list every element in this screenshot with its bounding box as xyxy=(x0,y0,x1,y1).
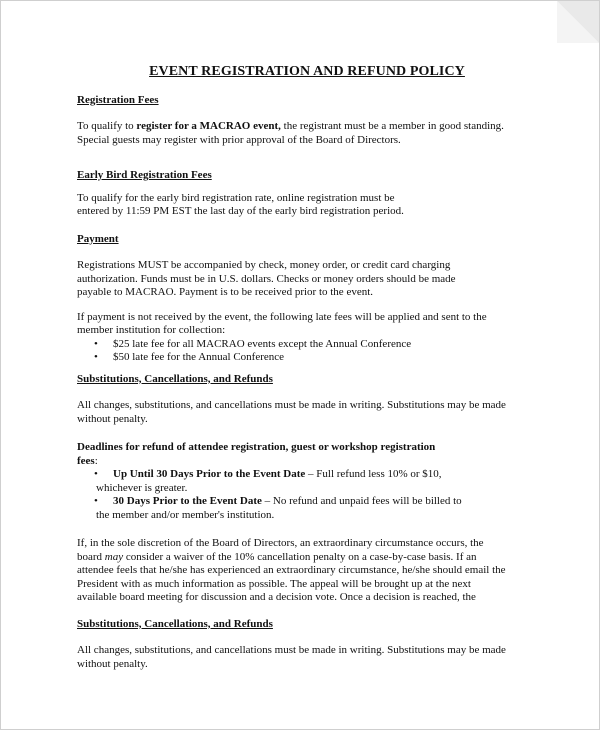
discretion-line-3: attendee feels that he/she has experienced an extraordinary circumstance, he/she should email the xyxy=(77,564,506,576)
registration-fees-text-a: To qualify to xyxy=(77,120,137,132)
early-bird-text xyxy=(77,192,537,219)
refund-deadline-list-2 xyxy=(77,495,537,509)
discretion-line-2-a: board xyxy=(77,550,105,563)
substitutions-repeat-text xyxy=(77,644,537,671)
deadlines-heading-fees: fees xyxy=(77,454,95,467)
list-item: • $25 late fee for all MACRAO events except the Annual Conference xyxy=(94,338,537,352)
discretion-paragraph xyxy=(77,537,537,605)
early-bird-line-2: entered by 11:59 PM EST the last day of the early bird registration period. xyxy=(77,205,404,217)
deadline-item-1-bold: Up Until 30 Days Prior to the Event Date xyxy=(113,468,306,480)
discretion-line-2-italic: may xyxy=(104,550,124,563)
substitutions-heading: Substitutions, Cancellations, and Refunds xyxy=(77,372,273,385)
substitutions-text xyxy=(77,399,537,426)
substitutions-repeat-line-2: without penalty. xyxy=(77,657,148,670)
early-bird-line-1: To qualify for the early bird registration rate, online registration must be xyxy=(77,191,395,204)
document-title: EVENT REGISTRATION AND REFUND POLICY xyxy=(149,64,465,79)
deadline-item-2-bold: 30 Days Prior to the Event Date xyxy=(113,495,262,507)
payment-p1-line-3: payable to MACRAO. Payment is to be received prior to the event. xyxy=(77,286,374,298)
registration-fees-line-1 xyxy=(77,120,537,134)
deadline-item-2-cont: the member and/or member's institution. xyxy=(96,508,275,521)
substitutions-repeat-heading: Substitutions, Cancellations, and Refunds xyxy=(77,617,273,630)
payment-p2-line-2: member institution for collection: xyxy=(77,324,226,336)
payment-p2-line-1: If payment is not received by the event, the following late fees will be applied and sent to the xyxy=(77,310,487,323)
discretion-line-2-b: consider a waiver of the 10% cancellation penalty on a case-by-case basis. If an xyxy=(123,550,477,563)
registration-fees-line-2: Special guests may register with prior approval of the Board of Directors. xyxy=(77,133,401,146)
payment-p1-line-2: authorization. Funds must be in U.S. dollars. Checks or money orders should be made xyxy=(77,272,456,285)
deadline-item-1-line xyxy=(113,468,537,482)
list-item xyxy=(94,468,537,482)
payment-paragraph-1 xyxy=(77,259,537,300)
document-body xyxy=(77,65,537,693)
payment-paragraph-2 xyxy=(77,311,537,365)
deadline-item-2-line xyxy=(113,495,537,509)
refund-deadline-list xyxy=(77,468,537,482)
substitutions-line-1: All changes, substitutions, and cancellations must be made in writing. Substitutions may be made xyxy=(77,399,506,411)
discretion-line-2 xyxy=(77,551,537,565)
substitutions-line-2: without penalty. xyxy=(77,412,148,425)
registration-fees-text xyxy=(77,120,537,147)
discretion-line-4: President with as much information as possible. The appeal will be brought up at the next xyxy=(77,577,471,590)
list-item xyxy=(94,495,537,509)
deadline-item-1-cont: whichever is greater. xyxy=(96,481,188,494)
deadline-item-2-rest: – No refund and unpaid fees will be billed to xyxy=(261,495,462,507)
deadlines-heading-line-2 xyxy=(77,455,537,469)
late-fee-list xyxy=(77,338,537,365)
registration-fees-heading: Registration Fees xyxy=(77,93,159,106)
deadline-item-1-rest: – Full refund less 10% or $10, xyxy=(305,468,442,480)
registration-fees-bold: register for a MACRAO event, xyxy=(136,120,281,132)
early-bird-heading: Early Bird Registration Fees xyxy=(77,169,212,181)
deadlines-heading-line-1: Deadlines for refund of attendee registration, guest or workshop registration xyxy=(77,441,436,453)
substitutions-repeat-line-1: All changes, substitutions, and cancellations must be made in writing. Substitutions may be made xyxy=(77,644,506,656)
discretion-line-1: If, in the sole discretion of the Board of Directors, an extraordinary circumstance occurs, the xyxy=(77,537,484,549)
deadlines-section xyxy=(77,441,537,522)
registration-fees-text-b: the registrant must be a member in good standing. xyxy=(280,120,504,132)
page-fold-corner xyxy=(557,1,599,43)
list-item: • $50 late fee for the Annual Conference xyxy=(94,351,537,365)
payment-heading: Payment xyxy=(77,232,119,245)
discretion-line-5: available board meeting for discussion and a decision vote. Once a decision is reached, the xyxy=(77,591,476,603)
payment-p1-line-1: Registrations MUST be accompanied by check, money order, or credit card charging xyxy=(77,259,451,271)
deadlines-heading-colon: : xyxy=(94,454,98,467)
